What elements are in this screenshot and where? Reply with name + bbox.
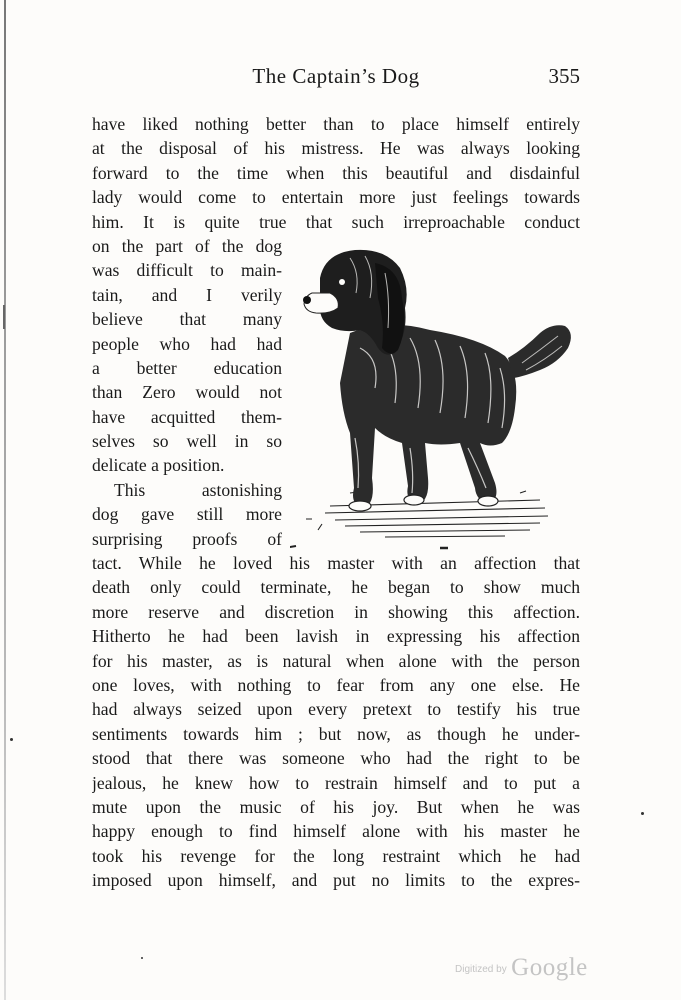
text-line: Hitherto he had been lavish in expressing his affection <box>92 626 580 647</box>
running-header <box>92 64 580 94</box>
text-line: than Zero would not <box>92 382 282 403</box>
dog-illustration <box>290 238 580 556</box>
print-speck <box>141 957 143 959</box>
text-line: This astonishing <box>114 479 282 500</box>
dog-drawing-svg <box>290 238 580 556</box>
text-line: selves so well in so <box>92 431 282 452</box>
text-line: jealous, he knew how to restrain himself and to put a <box>92 772 580 793</box>
text-line: sentiments towards him ; but now, as though he under- <box>92 723 580 744</box>
page-number: 355 <box>548 64 580 88</box>
dog-tail <box>508 325 571 378</box>
text-line: took his revenge for the long restraint which he had <box>92 845 580 866</box>
google-wordmark: Google <box>511 954 588 981</box>
dog-nose <box>303 296 311 304</box>
text-line: dog gave still more <box>92 504 282 525</box>
text-line: more reserve and discretion in showing this affection. <box>92 601 580 622</box>
text-line: people who had had <box>92 333 282 354</box>
text-line: surprising proofs of <box>92 528 282 549</box>
text-line: stood that there was someone who had the right to be <box>92 748 580 769</box>
text-line: imposed upon himself, and put no limits to the expres- <box>92 870 580 891</box>
text-line: one loves, with nothing to fear from any one else. He <box>92 674 580 695</box>
ground-shadow <box>306 491 548 537</box>
page-edge-mark <box>3 305 5 329</box>
text-line: happy enough to find himself alone with his master he <box>92 821 580 842</box>
text-line: have liked nothing better than to place himself entirely <box>92 114 580 134</box>
text-line: a better education <box>92 357 282 378</box>
running-title: The Captain’s Dog <box>252 64 420 88</box>
text-line: believe that many <box>92 309 282 330</box>
digitized-watermark <box>455 954 588 982</box>
text-line: delicate a position. <box>92 455 225 476</box>
text-line: him. It is quite true that such irreproachable conduct <box>92 211 580 232</box>
text-line: for his master, as is natural when alone with the person <box>92 650 580 671</box>
print-speck <box>10 738 13 741</box>
text-line: had always seized upon every pretext to testify his true <box>92 699 580 720</box>
illustration-dash <box>290 546 296 548</box>
print-speck <box>641 812 644 815</box>
text-line: on the part of the dog <box>92 235 282 256</box>
digitized-label: Digitized by <box>455 964 507 975</box>
text-line: forward to the time when this beautiful and disdainful <box>92 162 580 183</box>
text-line: tain, and I verily <box>92 284 282 305</box>
text-line: have acquitted them- <box>92 406 282 427</box>
text-line: lady would come to entertain more just feelings towards <box>92 187 580 208</box>
text-line: death only could terminate, he began to show much <box>92 577 580 598</box>
text-line: at the disposal of his mistress. He was always looking <box>92 138 580 159</box>
dog-eye <box>339 279 345 285</box>
text-line: mute upon the music of his joy. But when he was <box>92 796 580 817</box>
text-line: tact. While he loved his master with an affection that <box>92 553 580 574</box>
page-edge <box>4 0 6 1000</box>
text-line: was difficult to main- <box>92 260 282 281</box>
